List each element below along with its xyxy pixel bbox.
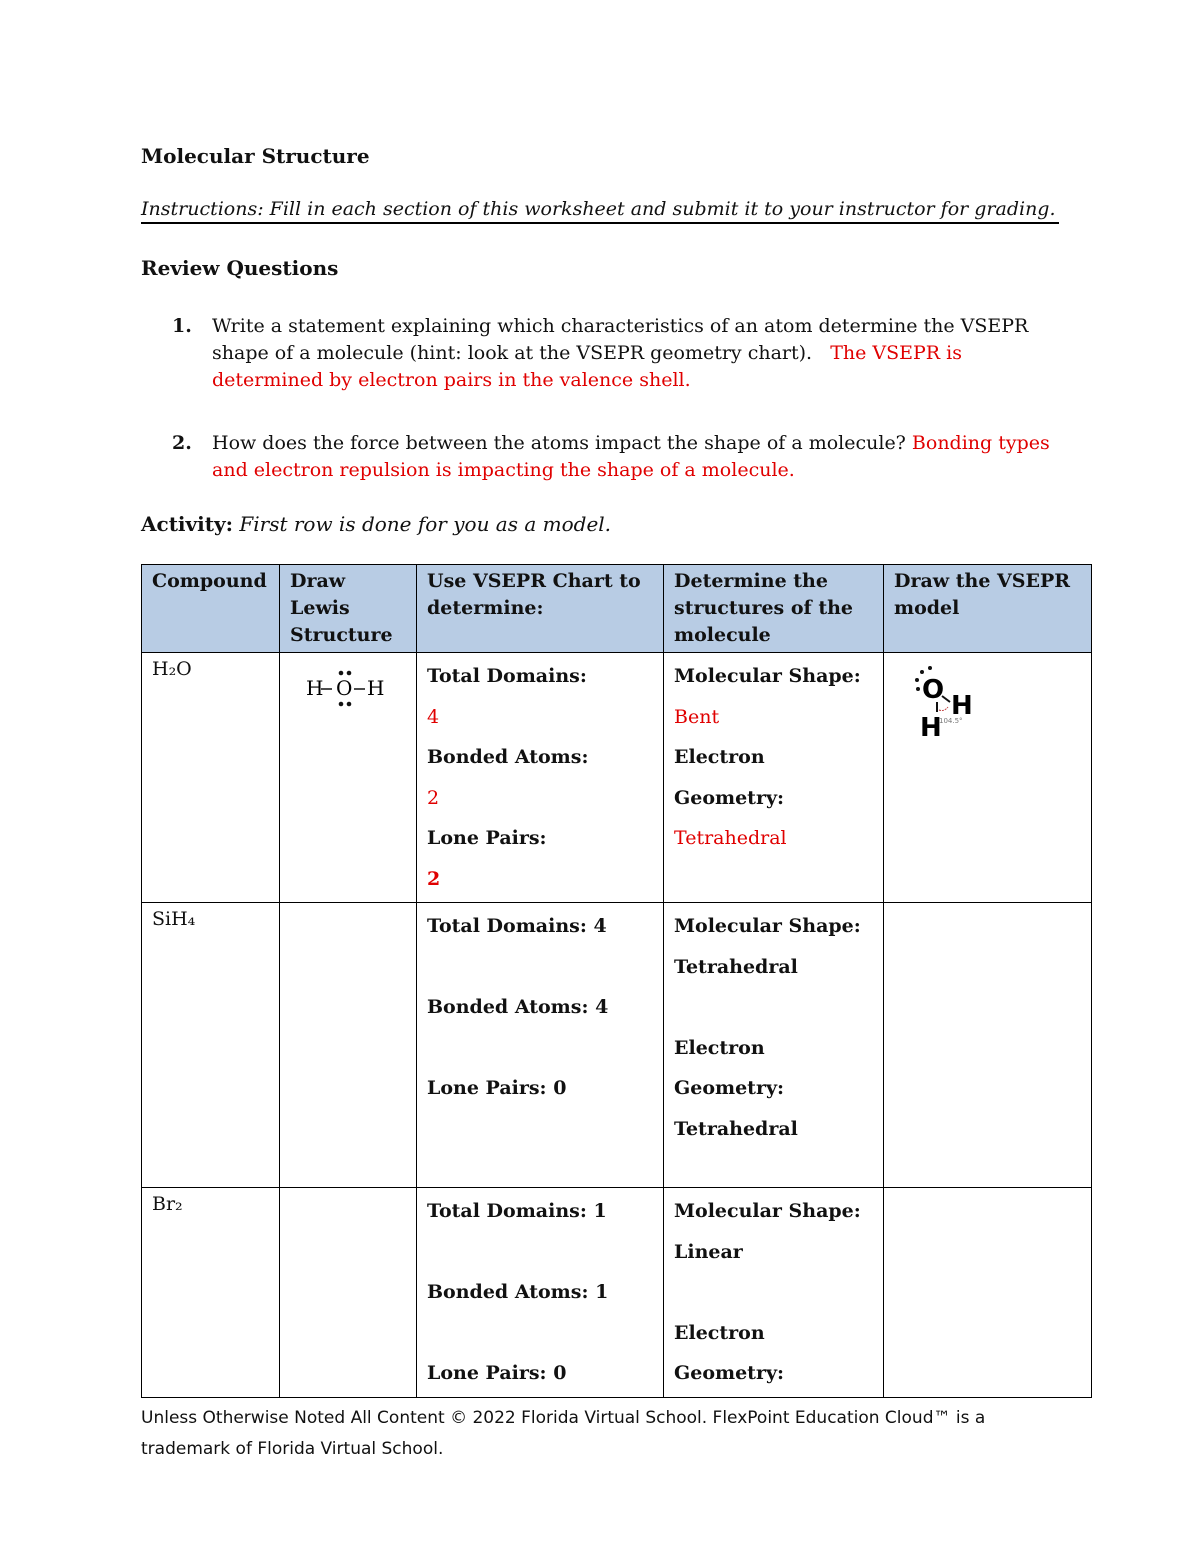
bonded-atoms-label: Bonded Atoms:	[427, 746, 589, 768]
activity-label: Activity:	[141, 512, 233, 536]
question-answer: Bonding types and electron repulsion is impacting the shape of a molecule.	[212, 432, 1050, 481]
molecular-shape-value: Linear	[674, 1240, 743, 1263]
vsepr-chart-cell	[417, 1188, 664, 1398]
lewis-h-left: H	[306, 676, 324, 700]
header-model: Draw the VSEPR model	[884, 565, 1092, 653]
table-header-row	[142, 565, 1092, 653]
compound-cell	[142, 653, 280, 903]
table-row	[142, 653, 1092, 903]
molecular-shape-label: Molecular Shape:	[674, 1200, 861, 1222]
geometry-label: Geometry:	[674, 1077, 785, 1099]
lone-pairs-label: Lone Pairs:	[427, 827, 547, 849]
model-cell	[884, 1188, 1092, 1398]
total-domains: Total Domains: 1	[427, 1200, 607, 1222]
molecular-shape-label: Molecular Shape:	[674, 915, 861, 937]
header-lewis: Draw Lewis Structure	[280, 565, 417, 653]
electron-geometry-value: Tetrahedral	[674, 827, 787, 849]
bonded-atoms: Bonded Atoms: 4	[427, 996, 609, 1018]
lone-pairs: Lone Pairs: 0	[427, 1077, 567, 1099]
vsepr-chart-cell	[417, 653, 664, 903]
question-answer: The VSEPR is determined by electron pairs in the valence shell.	[212, 342, 962, 391]
compound-name: Br₂	[152, 1193, 183, 1215]
electron-label: Electron	[674, 1036, 765, 1059]
molecular-shape-value: Tetrahedral	[674, 955, 798, 978]
model-o: O	[922, 675, 945, 705]
lewis-cell	[280, 903, 417, 1188]
table-row	[142, 903, 1092, 1188]
compound-name: H₂O	[152, 658, 192, 680]
compound-cell	[142, 903, 280, 1188]
lone-pairs: Lone Pairs: 0	[427, 1362, 567, 1384]
question-text: Write a statement explaining which characteristics of an atom determine the VSEPR shape of a molecule (hint: look at the VSEPR geometry chart).	[212, 315, 1029, 364]
vsepr-model-diagram	[908, 664, 998, 754]
lewis-structure-diagram	[296, 662, 396, 722]
instructions: Instructions: Fill in each section of this worksheet and submit it to your instructor for grading.	[141, 198, 1059, 224]
question-number: 1.	[172, 315, 192, 337]
model-h-bottom: H	[920, 713, 942, 743]
lewis-cell	[280, 653, 417, 903]
compound-name: SiH₄	[152, 908, 196, 930]
lewis-cell	[280, 1188, 417, 1398]
question-number: 2.	[172, 432, 192, 454]
model-h-right: H	[951, 691, 973, 721]
electron-label: Electron	[674, 746, 765, 768]
structures-cell	[664, 903, 884, 1188]
activity-note: First row is done for you as a model.	[239, 512, 612, 536]
molecular-shape-label: Molecular Shape:	[674, 665, 861, 687]
compound-cell	[142, 1188, 280, 1398]
activity-line	[141, 512, 611, 536]
model-cell	[884, 653, 1092, 903]
electron-geometry-value: Tetrahedral	[674, 1117, 798, 1140]
total-domains: Total Domains: 4	[427, 915, 607, 937]
lewis-o-center: O	[336, 676, 353, 700]
structures-cell	[664, 653, 884, 903]
model-angle: 104.5°	[939, 717, 963, 725]
electron-label: Electron	[674, 1321, 765, 1344]
structures-cell	[664, 1188, 884, 1398]
question-text: How does the force between the atoms impact the shape of a molecule?	[212, 432, 906, 454]
review-heading: Review Questions	[141, 256, 339, 280]
total-domains-value: 4	[427, 705, 440, 728]
header-vsepr-chart: Use VSEPR Chart to determine:	[417, 565, 664, 653]
geometry-label: Geometry:	[674, 1362, 785, 1384]
lewis-h-right: H	[367, 676, 385, 700]
lone-pairs-value: 2	[427, 867, 441, 890]
worksheet-table	[141, 564, 1092, 1398]
molecular-shape-value: Bent	[674, 705, 720, 728]
vsepr-chart-cell	[417, 903, 664, 1188]
model-cell	[884, 903, 1092, 1188]
footer-copyright: Unless Otherwise Noted All Content © 2022 Florida Virtual School. FlexPoint Education Cloud™ is a trademark of Florida Virtual School.	[141, 1408, 986, 1459]
header-compound: Compound	[142, 565, 280, 653]
table-row	[142, 1188, 1092, 1398]
total-domains-label: Total Domains:	[427, 665, 587, 687]
bonded-atoms: Bonded Atoms: 1	[427, 1281, 609, 1303]
bonded-atoms-value: 2	[427, 786, 440, 809]
geometry-label: Geometry:	[674, 786, 785, 809]
header-structures: Determine the structures of the molecule	[664, 565, 884, 653]
page-title: Molecular Structure	[141, 144, 370, 168]
